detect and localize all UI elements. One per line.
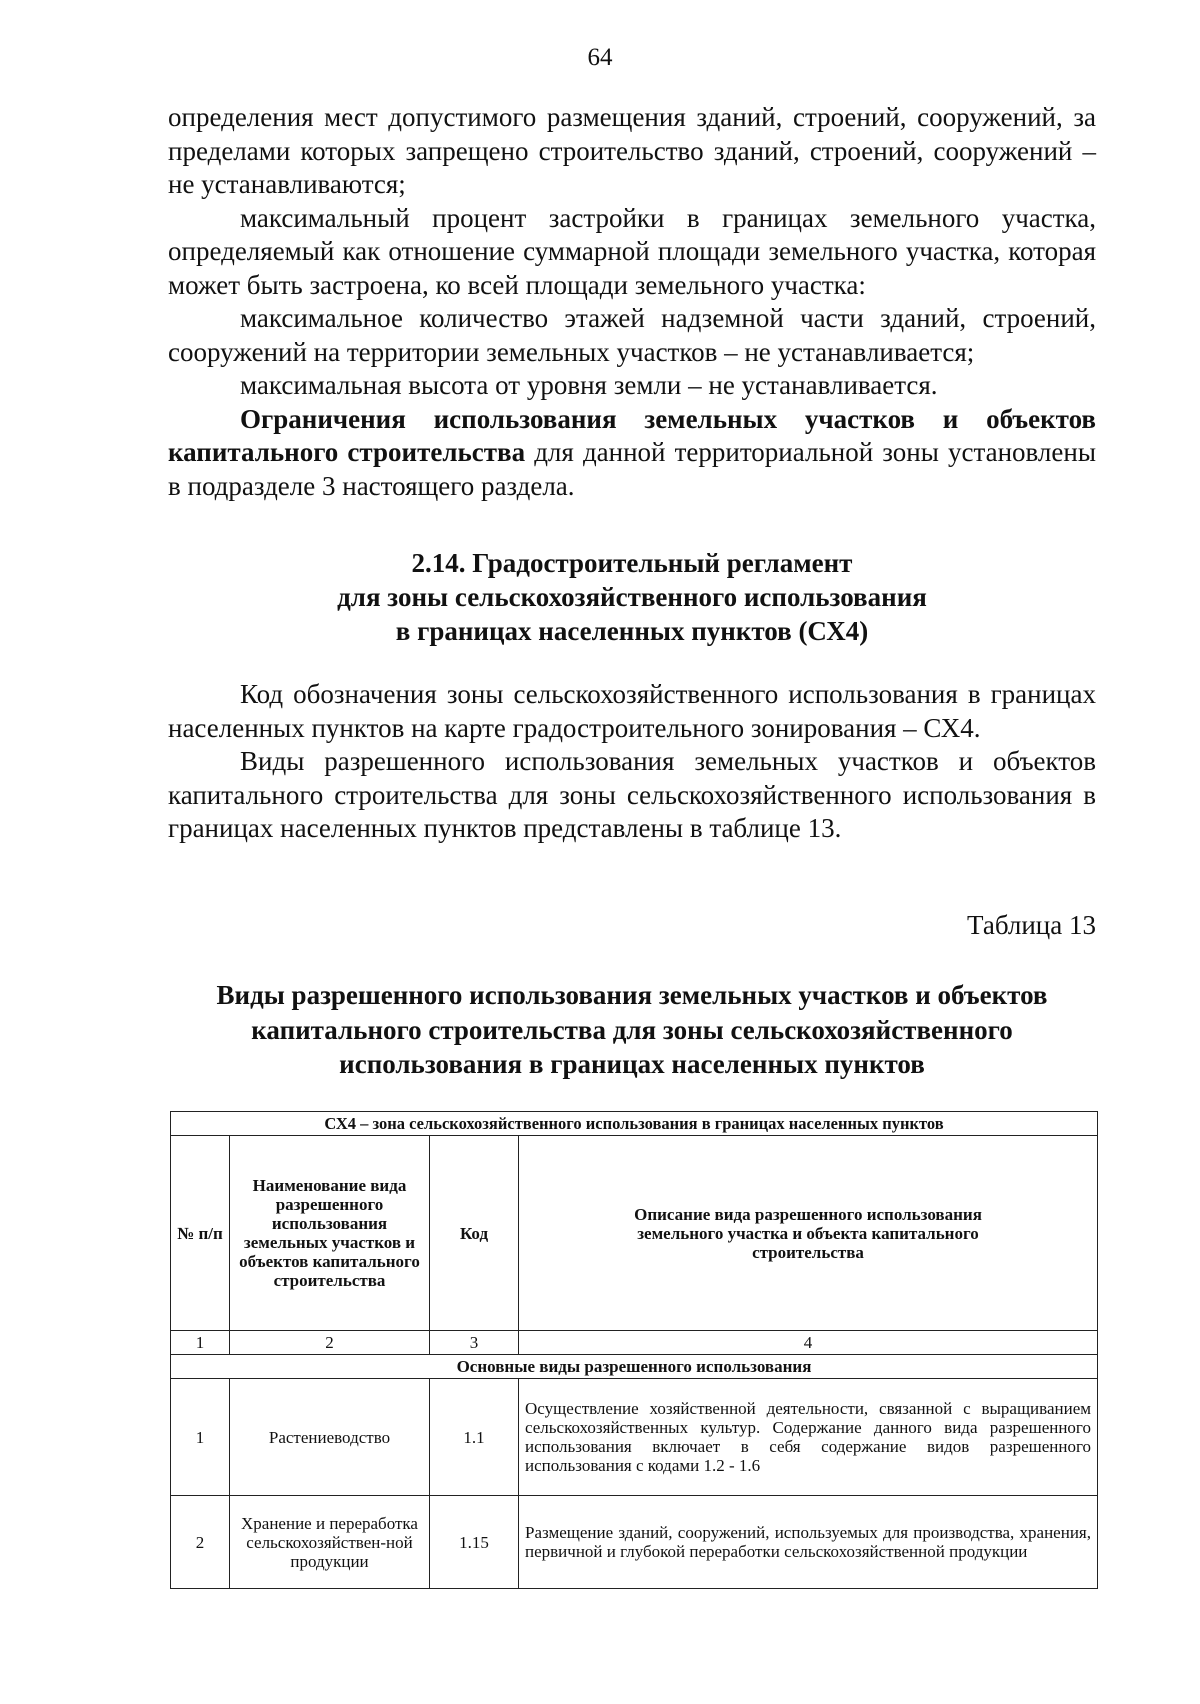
page-number: 64 xyxy=(587,44,613,71)
section-heading-line1: 2.14. Градостроительный регламент xyxy=(411,548,853,578)
row-code: 1.1 xyxy=(430,1379,519,1496)
row-description: Осуществление хозяйственной деятельности, связанной с выращиванием сельскохозяйственных культур. Содержание данного вида разрешенного использования включает в себя содержание видов разрешенного использования с кодами 1.2 - 1.6 xyxy=(519,1379,1098,1496)
table-title-line1: Виды разрешенного использования земельных участков и объектов xyxy=(216,980,1048,1010)
body-text-top xyxy=(168,101,1096,503)
row-name: Хранение и переработка сельскохозяйствен-ной продукции xyxy=(230,1496,430,1589)
section-heading-line2: для зоны сельскохозяйственного использования xyxy=(337,582,927,612)
paragraph-zone-code: Код обозначения зоны сельскохозяйственного использования в границах населенных пунктов на карте градостроительного зонирования – СХ4. xyxy=(168,679,1096,743)
table-zone-header: СХ4 – зона сельскохозяйственного использования в границах населенных пунктов xyxy=(171,1112,1098,1136)
table-group-row xyxy=(171,1355,1098,1379)
table-row xyxy=(171,1379,1098,1496)
column-number-4: 4 xyxy=(519,1331,1098,1355)
paragraph-max-build-percent: максимальный процент застройки в границах земельного участка, определяемый как отношение суммарной площади земельного участка, которая может быть застроена, ко всей площади земельного участка: xyxy=(168,202,1096,300)
usage-table xyxy=(170,1111,1098,1589)
paragraph-usage-types: Виды разрешенного использования земельных участков и объектов капитального строительства для зоны сельскохозяйственного использования в границах населенных пунктов представлены в таблице 13. xyxy=(168,746,1096,843)
column-header-num: № п/п xyxy=(171,1136,230,1331)
row-description: Размещение зданий, сооружений, используемых для производства, хранения, первичной и глубокой переработки сельскохозяйственной продукции xyxy=(519,1496,1098,1589)
table-title-line3: использования в границах населенных пунктов xyxy=(339,1049,925,1079)
section-heading xyxy=(168,546,1096,648)
column-number-3: 3 xyxy=(430,1331,519,1355)
row-num: 2 xyxy=(171,1496,230,1589)
row-code: 1.15 xyxy=(430,1496,519,1589)
paragraph-max-floors: максимальное количество этажей надземной части зданий, строений, сооружений на территории земельных участков – не устанавливается; xyxy=(168,303,1096,367)
body-text-mid xyxy=(168,678,1096,846)
restrictions-bold: Ограничения использования земельных участков и объектов капитального строительства xyxy=(168,403,1096,467)
table-column-numbers-row xyxy=(171,1331,1098,1355)
column-header-code: Код xyxy=(430,1136,519,1331)
column-header-name: Наименование вида разрешенного использования земельных участков и объектов капитального строительства xyxy=(230,1136,430,1331)
section-heading-line3: в границах населенных пунктов (СХ4) xyxy=(395,616,869,646)
column-header-description: Описание вида разрешенного использования земельного участка и объекта капитального строительства xyxy=(519,1136,1098,1331)
table-title-line2: капитального строительства для зоны сельскохозяйственного xyxy=(251,1014,1013,1045)
column-number-1: 1 xyxy=(171,1331,230,1355)
row-name: Растениеводство xyxy=(230,1379,430,1496)
paragraph-max-height: максимальная высота от уровня земли – не устанавливается. xyxy=(240,370,938,400)
table-row xyxy=(171,1496,1098,1589)
table-zone-row xyxy=(171,1112,1098,1136)
table-label: Таблица 13 xyxy=(967,910,1096,940)
table-header-row xyxy=(171,1136,1098,1331)
column-number-2: 2 xyxy=(230,1331,430,1355)
restrictions-rest: для данной территориальной зоны установлены в подразделе 3 настоящего раздела. xyxy=(168,437,1096,501)
table-group-header: Основные виды разрешенного использования xyxy=(171,1355,1098,1379)
paragraph-restrictions xyxy=(168,403,1096,504)
paragraph-setbacks: определения мест допустимого размещения зданий, строений, сооружений, за пределами которых запрещено строительство зданий, строений, сооружений – не устанавливаются; xyxy=(168,102,1096,199)
row-num: 1 xyxy=(171,1379,230,1496)
table-title xyxy=(168,978,1096,1082)
